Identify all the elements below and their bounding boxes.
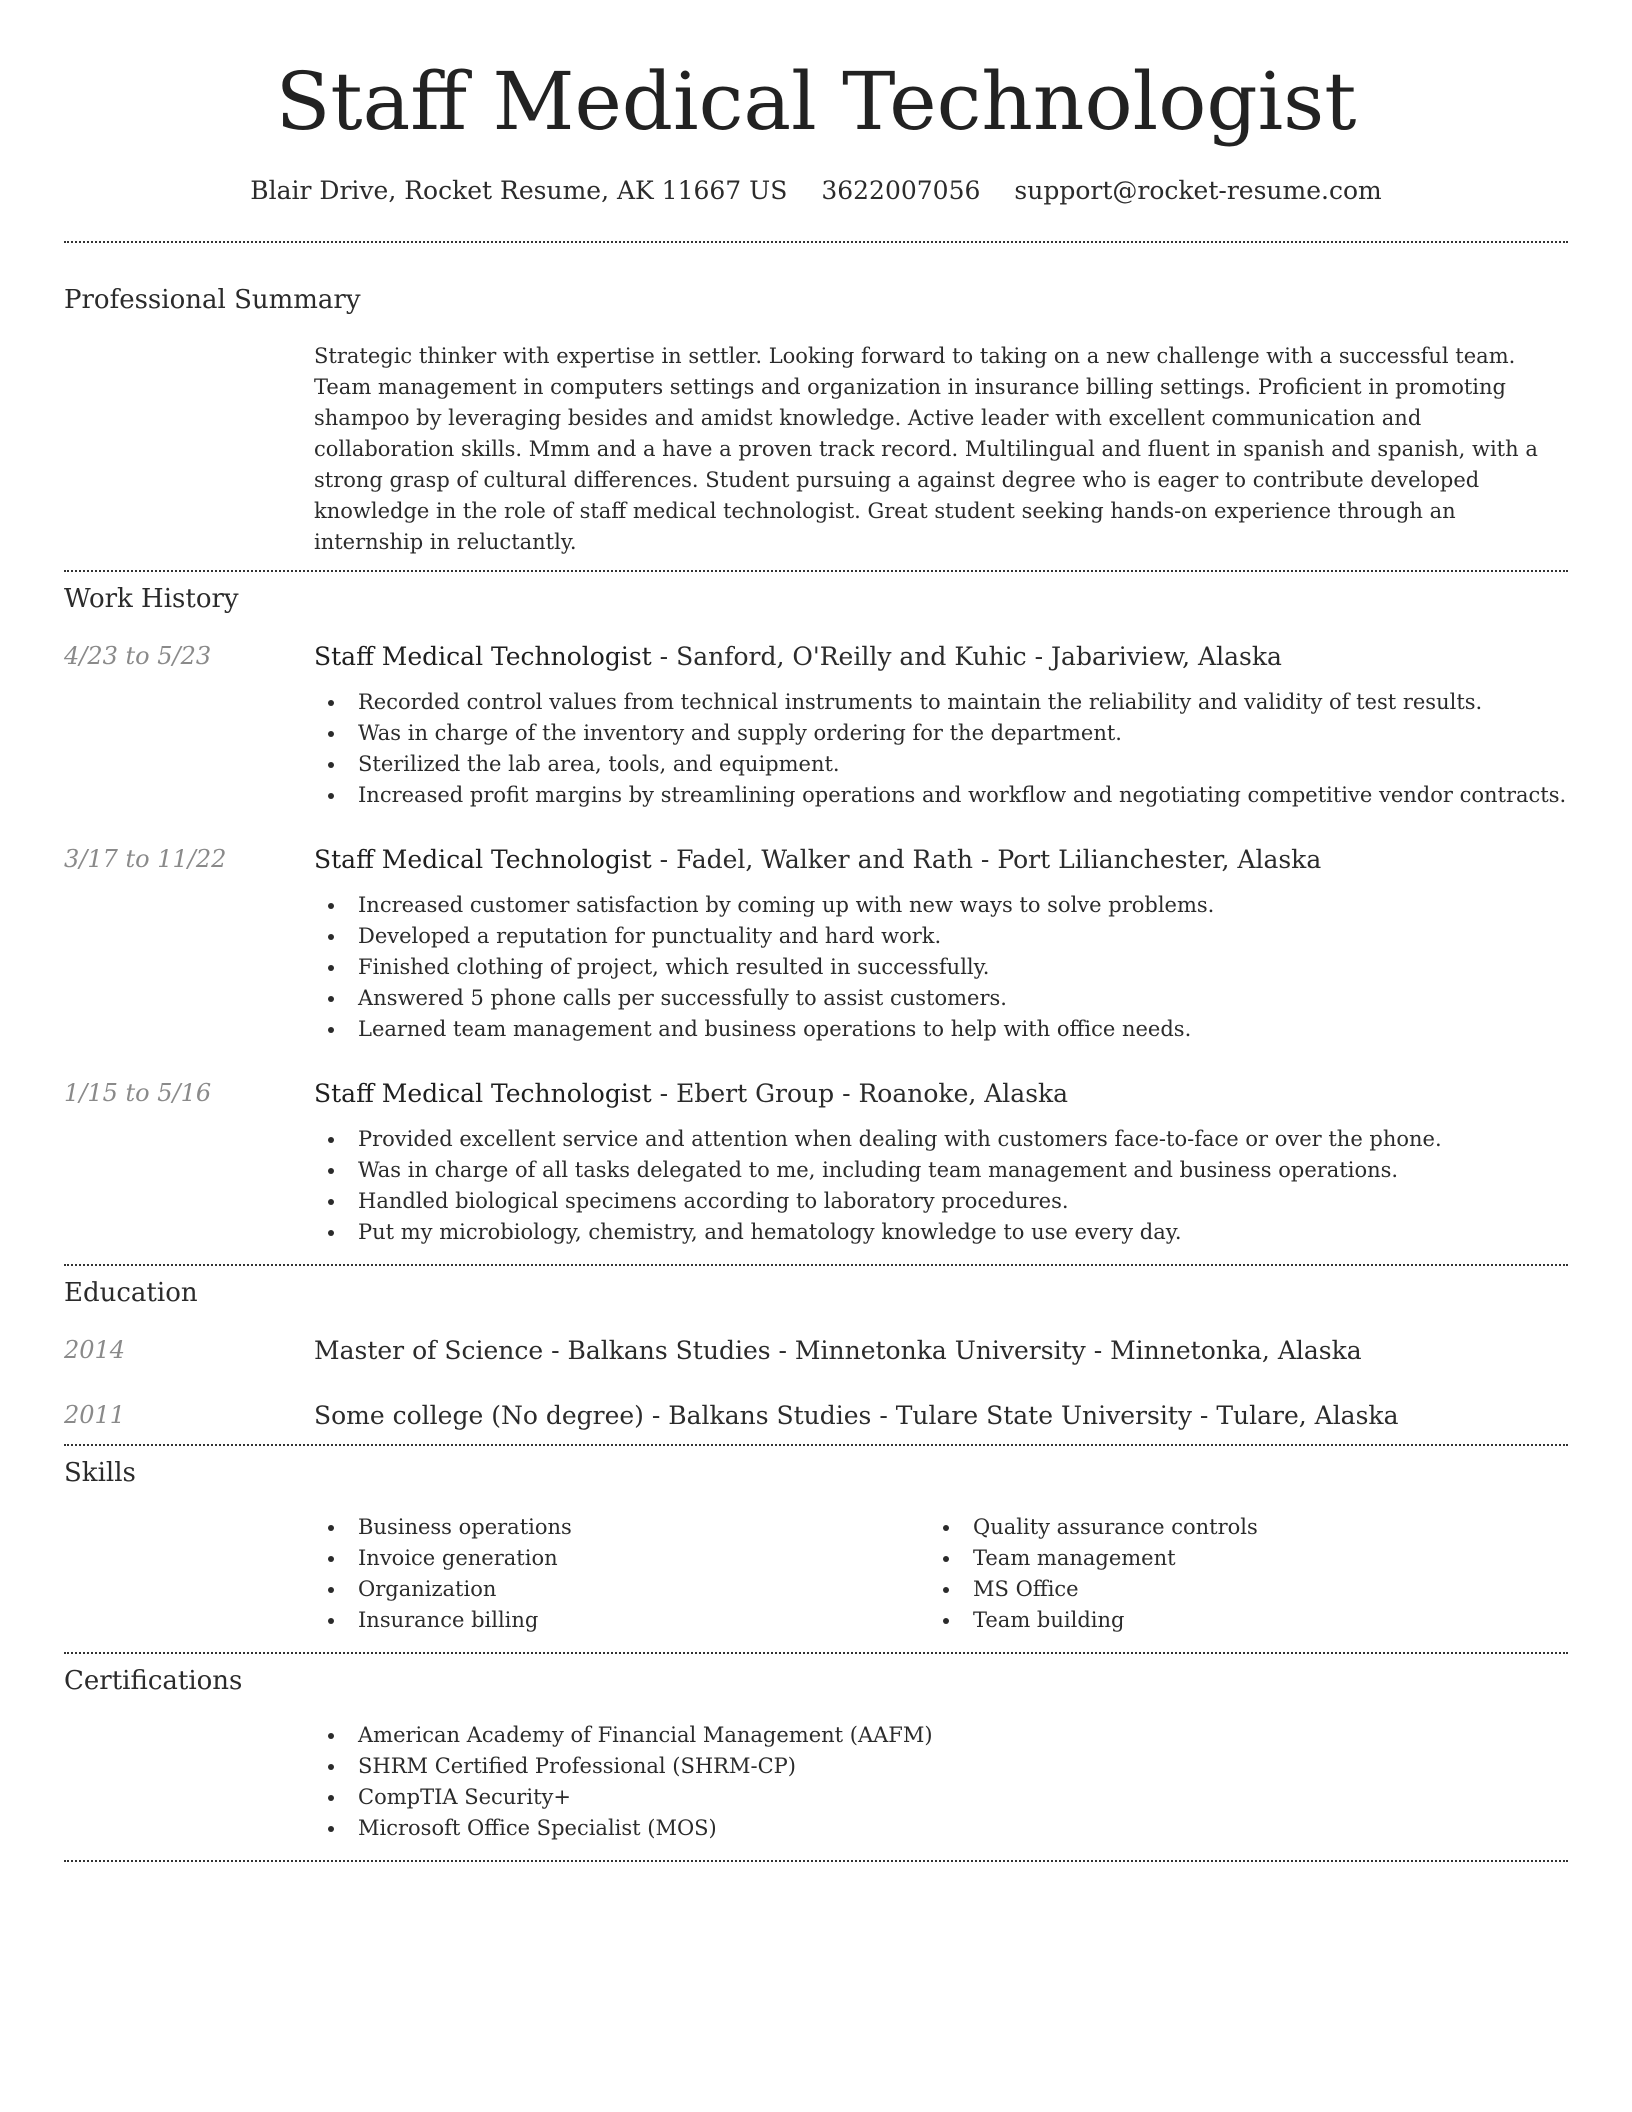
skill-item: Quality assurance controls: [929, 1512, 1544, 1543]
job-role: Staff Medical Technologist: [314, 642, 652, 671]
list-item: Recorded control values from technical instruments to maintain the reliability and validity of test results.: [314, 687, 1568, 718]
job-bullets: [314, 1124, 1568, 1248]
job-bullets: [314, 890, 1568, 1045]
skill-item: Invoice generation: [314, 1543, 929, 1574]
list-item: Provided excellent service and attention when dealing with customers face-to-face or over the phone.: [314, 1124, 1568, 1155]
job-role: Staff Medical Technologist: [314, 845, 652, 874]
education-details: Master of Science - Balkans Studies - Minnetonka University - Minnetonka, Alaska: [314, 1336, 1362, 1365]
education-entry: [64, 1401, 1568, 1430]
job-heading: [314, 642, 1568, 671]
list-item: Put my microbiology, chemistry, and hematology knowledge to use every day.: [314, 1217, 1568, 1248]
candidate-name: Staff Medical Technologist: [275, 55, 1357, 148]
skills-column-left: [314, 1512, 929, 1636]
job-details: - Sanford, O'Reilly and Kuhic - Jabariview, Alaska: [651, 642, 1282, 671]
education-details: Some college (No degree) - Balkans Studies - Tulare State University - Tulare, Alaska: [314, 1401, 1399, 1430]
education-year: 2014: [64, 1336, 126, 1364]
job-dates: 4/23 to 5/23: [64, 642, 212, 670]
list-item: Increased customer satisfaction by coming up with new ways to solve problems.: [314, 890, 1568, 921]
skills-list-left: [314, 1512, 929, 1636]
job-dates: 1/15 to 5/16: [64, 1079, 212, 1107]
summary-text: Strategic thinker with expertise in settler. Looking forward to taking on a new challenge with a successful team. Team management in computers settings and organization in insurance billing settings. Proficient in promoting shampoo by leveraging besides and amidst knowledge. Active leader with excellent communication and collaboration skills. Mmm and a have a proven track record. Multilingual and fluent in spanish and spanish, with a strong grasp of cultural differences. Student pursuing a against degree who is eager to contribute developed knowledge in the role of staff medical technologist. Great student seeking hands-on experience through an internship in reluctantly.: [314, 344, 1538, 554]
resume-header: [64, 0, 1568, 205]
list-item: Handled biological specimens according to laboratory procedures.: [314, 1186, 1568, 1217]
contact-info: [64, 176, 1568, 205]
skill-item: Organization: [314, 1574, 929, 1605]
job-heading: [314, 1079, 1568, 1108]
skills-list-right: [929, 1512, 1544, 1636]
skills-column-right: [929, 1512, 1544, 1636]
skill-item: Team building: [929, 1605, 1544, 1636]
certification-item: Microsoft Office Specialist (MOS): [314, 1813, 1568, 1844]
certifications-heading: Certifications: [64, 1666, 243, 1696]
job-entry: [64, 845, 1568, 1045]
contact-email: support@rocket-resume.com: [1014, 176, 1382, 205]
list-item: Developed a reputation for punctuality and hard work.: [314, 921, 1568, 952]
job-entry: [64, 642, 1568, 811]
list-item: Answered 5 phone calls per successfully to assist customers.: [314, 983, 1568, 1014]
skill-item: Business operations: [314, 1512, 929, 1543]
job-details: - Ebert Group - Roanoke, Alaska: [651, 1079, 1069, 1108]
job-role: Staff Medical Technologist: [314, 1079, 652, 1108]
education-entry: [64, 1336, 1568, 1365]
work-history-heading: Work History: [64, 584, 239, 614]
certifications-list: [314, 1720, 1568, 1844]
education-section: [64, 1266, 1568, 1444]
list-item: Was in charge of all tasks delegated to me, including team management and business operations.: [314, 1155, 1568, 1186]
job-details: - Fadel, Walker and Rath - Port Lilianchester, Alaska: [651, 845, 1322, 874]
education-heading: Education: [64, 1278, 198, 1308]
list-item: Was in charge of the inventory and supply ordering for the department.: [314, 718, 1568, 749]
certification-item: American Academy of Financial Management (AAFM): [314, 1720, 1568, 1751]
list-item: Learned team management and business operations to help with office needs.: [314, 1014, 1568, 1045]
education-year: 2011: [64, 1401, 126, 1429]
skill-item: MS Office: [929, 1574, 1544, 1605]
summary-section: [64, 243, 1568, 570]
job-bullets: [314, 687, 1568, 811]
job-heading: [314, 845, 1568, 874]
certifications-section: [64, 1654, 1568, 1860]
summary-heading: Professional Summary: [64, 285, 361, 315]
skills-grid: [314, 1512, 1568, 1636]
section-divider: [64, 1860, 1568, 1862]
certification-item: CompTIA Security+: [314, 1782, 1568, 1813]
job-dates: 3/17 to 11/22: [64, 845, 227, 873]
work-history-section: [64, 572, 1568, 1264]
job-entry: [64, 1079, 1568, 1264]
contact-phone: 3622007056: [821, 176, 981, 205]
skills-heading: Skills: [64, 1458, 136, 1488]
contact-address: Blair Drive, Rocket Resume, AK 11667 US: [250, 176, 788, 205]
list-item: Sterilized the lab area, tools, and equipment.: [314, 749, 1568, 780]
list-item: Finished clothing of project, which resulted in successfully.: [314, 952, 1568, 983]
certification-item: SHRM Certified Professional (SHRM-CP): [314, 1751, 1568, 1782]
list-item: Increased profit margins by streamlining operations and workflow and negotiating competitive vendor contracts.: [314, 780, 1568, 811]
skills-section: [64, 1446, 1568, 1652]
skill-item: Team management: [929, 1543, 1544, 1574]
skill-item: Insurance billing: [314, 1605, 929, 1636]
